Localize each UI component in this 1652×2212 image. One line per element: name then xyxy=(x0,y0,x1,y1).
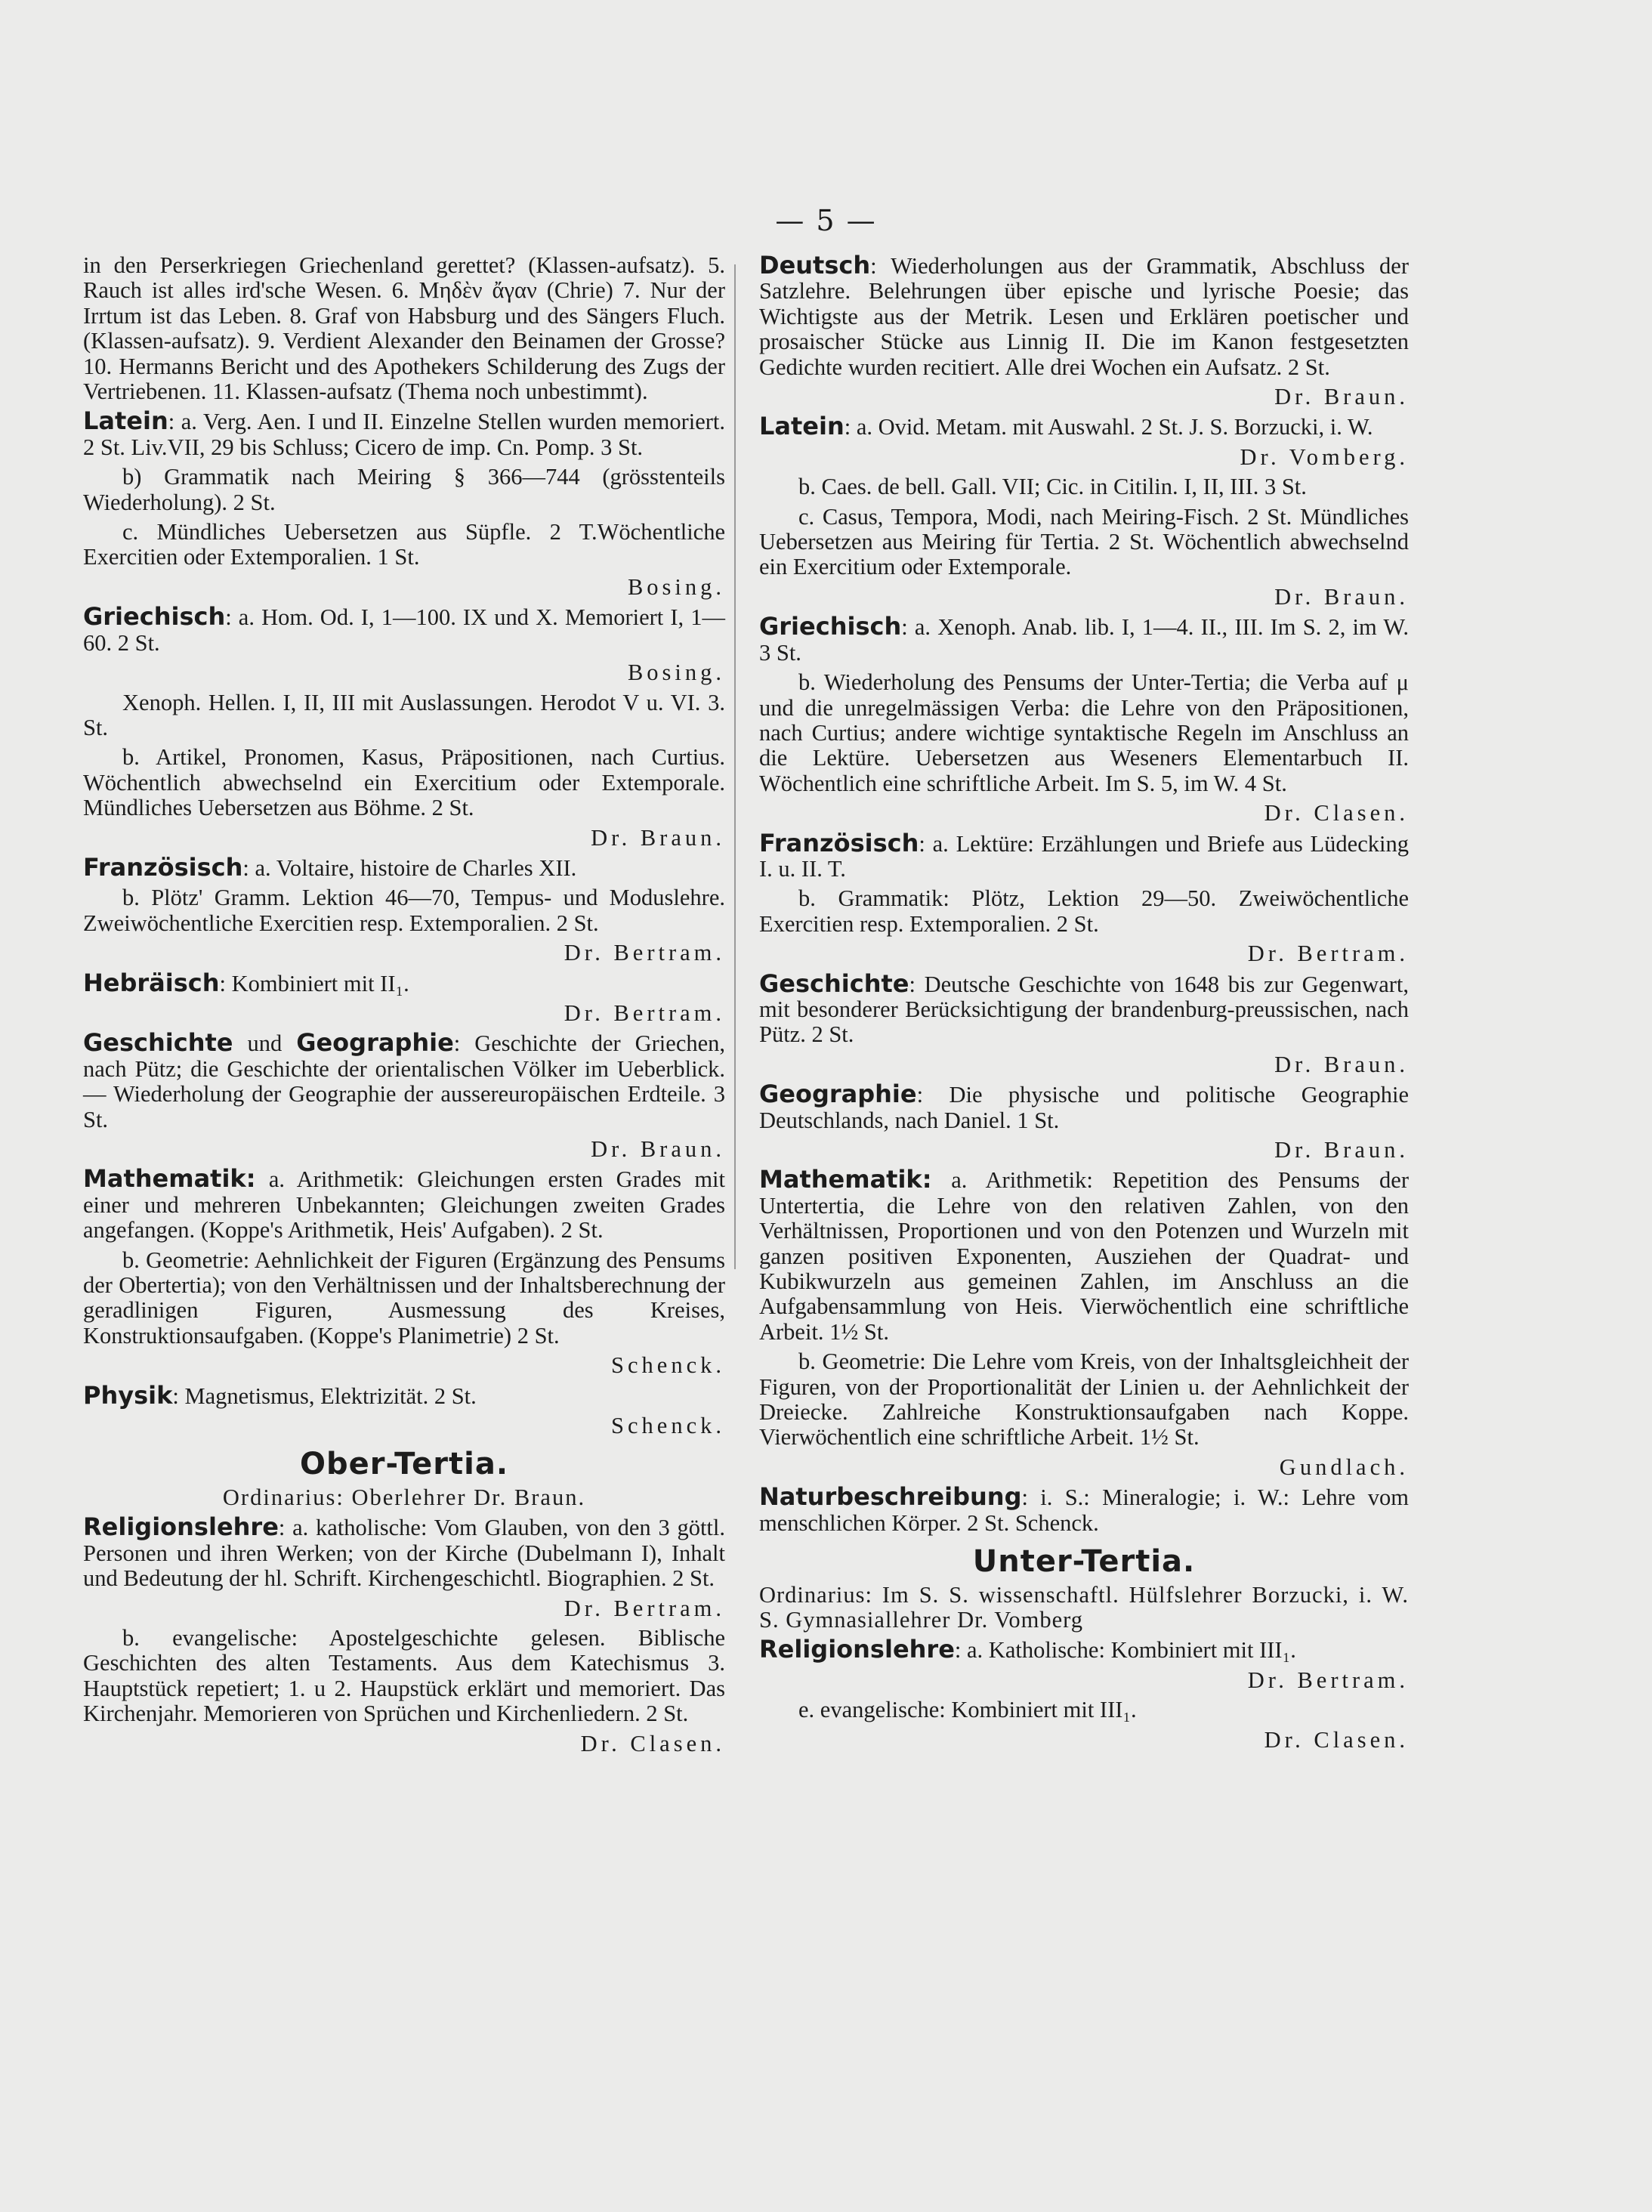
r-franzoesisch-teacher: Dr. Bertram. xyxy=(1247,941,1409,967)
unter-religion-heading: Religionslehre xyxy=(759,1635,955,1664)
franzoesisch-teacher: Dr. Bertram. xyxy=(564,940,725,966)
ober-religion-a: : a. katholische: Vom Glauben, von den 3 göttl. Personen und ihren Werken; von der Kirche (Dubelmann I), Inhalt und Bedeutung der hl. Schrift. Kirchengeschichtl. Biographien. 2 St. xyxy=(83,1515,725,1592)
r-griechisch-teacher: Dr. Clasen. xyxy=(1264,800,1409,826)
r-latein-a-teacher: Dr. Vomberg. xyxy=(1240,443,1409,470)
physik-teacher: Schenck. xyxy=(611,1413,725,1439)
unter-religion-b: e. evangelische: Kombiniert mit III₁. xyxy=(798,1697,1137,1723)
r-latein-heading: Latein xyxy=(759,412,845,441)
r-geschichte-teacher: Dr. Braun. xyxy=(1274,1051,1409,1077)
r-geographie-section xyxy=(759,1082,1409,1133)
franzoesisch-section xyxy=(83,852,725,882)
griechisch-a: : a. Hom. Od. I, 1—100. IX und X. Memoriert I, 1—60. 2 St. xyxy=(83,604,725,656)
r-latein-b: b. Caes. de bell. Gall. VII; Cic. in Citilin. I, II, III. 3 St. xyxy=(798,474,1307,500)
r-mathematik-b: b. Geometrie: Die Lehre vom Kreis, von der Inhaltsgleichheit der Figuren, von der Proportionalität der Linien u. der Aehnlichkeit der Dreiecke. Zahlreiche Konstruktionsaufgaben nach Koppe. Vierwöchentlich eine schriftliche Arbeit. 1½ St. xyxy=(759,1349,1409,1450)
r-geographie-teacher: Dr. Braun. xyxy=(1274,1137,1409,1163)
r-latein-a: : a. Ovid. Metam. mit Auswahl. 2 St. J. S. Borzucki, i. W. xyxy=(844,414,1373,440)
r-franzoesisch-a: : a. Lektüre: Erzählungen und Briefe aus Lüdecking I. u. II. T. xyxy=(759,830,1409,882)
mathematik-section xyxy=(83,1166,725,1243)
geschichte-section xyxy=(83,1030,725,1132)
naturbeschreibung-section xyxy=(759,1484,1409,1536)
r-griechisch-b: b. Wiederholung des Pensums der Unter-Tertia; die Verba auf μ und die unregelmässigen Verba: die Lehre von den Präpositionen, nach Curtius; andere wichtige syntaktische Regeln im Anschluss an die Lektüre. Uebersetzen aus Weseners Elementarbuch II. Wöchentlich eine schriftliche Arbeit. Im S. 5, im W. 4 St. xyxy=(759,669,1409,796)
unter-religion-b-teacher: Dr. Clasen. xyxy=(1264,1726,1409,1753)
ober-tertia-title: Ober-Tertia. xyxy=(299,1447,509,1482)
geographie-heading: Geographie xyxy=(296,1028,454,1058)
hebraeisch-section xyxy=(83,968,725,997)
griechisch-teacher: Dr. Braun. xyxy=(591,824,725,851)
latein-b: b) Grammatik nach Meiring § 366—744 (grösstenteils Wiederholung). 2 St. xyxy=(83,464,725,515)
geschichte-text: : Geschichte der Griechen, nach Pütz; die Geschichte der orientalischen Völker im Ueberblick. — Wiederholung der Geographie der aussereuropäischen Erdteile. 3 St. xyxy=(83,1030,726,1132)
ober-religion-b: b. evangelische: Apostelgeschichte gelesen. Biblische Geschichten des alten Testaments. Aus dem Katechismus 3. Hauptstück repetiert; 1. u 2. Haupstück erklärt und memoriert. Das Kirchenjahr. Memorieren von Sprüchen und Kirchenliedern. 2 St. xyxy=(83,1624,725,1727)
ober-religion-heading: Religionslehre xyxy=(83,1512,279,1542)
latein-section xyxy=(83,406,725,460)
left-column xyxy=(83,253,725,1761)
unter-tertia-title: Unter-Tertia. xyxy=(972,1544,1196,1580)
r-geschichte-heading: Geschichte xyxy=(759,969,909,998)
naturbeschreibung-text: : i. S.: Mineralogie; i. W.: Lehre vom menschlichen Körper. 2 St. Schenck. xyxy=(759,1484,1409,1536)
r-latein-c: c. Casus, Tempora, Modi, nach Meiring-Fisch. 2 St. Mündliches Uebersetzen aus Meiring für Tertia. 2 St. Wöchentlich abwechselnd ein Exercitium oder Extemporale. xyxy=(759,503,1409,580)
naturbeschreibung-heading: Naturbeschreibung xyxy=(759,1482,1022,1512)
physik-heading: Physik xyxy=(83,1380,173,1410)
r-mathematik-a: a. Arithmetik: Repetition des Pensums der Untertertia, die Lehre von den relativen Zahlen, von den Verhältnissen, Proportionen und von den Potenzen und Wurzeln mit ganzen positiven Exponenten, Ausziehen der Quadrat- und Kubikwurzeln aus gemeinen Zahlen, im Anschluss an die Aufgabensammlung von Heis. Vierwöchentlich eine schriftliche Arbeit. 1½ St. xyxy=(759,1167,1410,1345)
r-griechisch-a: : a. Xenoph. Anab. lib. I, 1—4. II., III. Im S. 2, im W. 3 St. xyxy=(759,614,1409,666)
r-mathematik-section xyxy=(759,1167,1409,1345)
unter-religion-a-teacher: Dr. Bertram. xyxy=(1247,1667,1409,1693)
column-divider xyxy=(734,264,736,1269)
griechisch-a-teacher: Bosing. xyxy=(627,660,725,686)
hebraeisch-text: : Kombiniert mit II₁. xyxy=(219,970,409,996)
r-geographie-heading: Geographie xyxy=(759,1080,917,1109)
deutsch-heading: Deutsch xyxy=(759,251,871,280)
hebraeisch-heading: Hebräisch xyxy=(83,968,220,997)
intro-text: in den Perserkriegen Griechenland gerettet? (Klassen-aufsatz). 5. Rauch ist alles ird'sche Wesen. 6. Μηδὲν ἄγαν (Chrie) 7. Nur der Irrtum ist das Leben. 8. Graf von Habsburg und des Sängers Fluch. (Klassen-aufsatz). 9. Verdient Alexander den Beinamen der Grosse? 10. Hermanns Bericht und des Apothekers Schilderung des Zugs der Vertriebenen. 11. Klassen-aufsatz (Thema noch unbestimmt). xyxy=(83,252,725,405)
latein-c: c. Mündliches Uebersetzen aus Süpfle. 2 T.Wöchentliche Exercitien oder Extemporalien. 1 St. xyxy=(83,519,725,570)
franzoesisch-b: b. Plötz' Gramm. Lektion 46—70, Tempus- und Moduslehre. Zweiwöchentliche Exercitien resp. Extemporalien. 2 St. xyxy=(83,885,725,936)
physik-section xyxy=(83,1380,725,1410)
mathematik-teacher: Schenck. xyxy=(611,1352,725,1379)
r-franzoesisch-b: b. Grammatik: Plötz, Lektion 29—50. Zweiwöchentliche Exercitien resp. Extemporalien. 2 St. xyxy=(759,885,1409,937)
latein-a: : a. Verg. Aen. I und II. Einzelne Stellen wurden memoriert. 2 St. Liv.VII, 29 bis Schluss; Cicero de imp. Cn. Pomp. 3 St. xyxy=(83,409,725,460)
r-geschichte-text: : Deutsche Geschichte von 1648 bis zur Gegenwart, mit besonderer Berücksichtigung der brandenburg-preussischen, nach Pütz. 2 St. xyxy=(759,971,1409,1048)
hebraeisch-teacher: Dr. Bertram. xyxy=(564,999,725,1026)
r-latein-section xyxy=(759,414,1409,440)
deutsch-section xyxy=(759,253,1409,380)
r-geschichte-section xyxy=(759,969,1409,1048)
mathematik-b: b. Geometrie: Aehnlichkeit der Figuren (Ergänzung des Pensums der Obertertia); von den Verhältnissen und der Inhaltsberechnung der geradlinigen Figuren, Ausmessung des Kreises, Konstruktionsaufgaben. (Koppe's Planimetrie) 2 St. xyxy=(83,1247,725,1349)
page-number: — 5 — xyxy=(775,204,877,237)
unter-religion-a: : a. Katholische: Kombiniert mit III₁. xyxy=(954,1637,1296,1664)
deutsch-teacher: Dr. Braun. xyxy=(1274,384,1409,410)
mathematik-a: a. Arithmetik: Gleichungen ersten Grades mit einer und mehreren Unbekannten; Gleichungen zweiten Grades angefangen. (Koppe's Arithmetik, Heis' Aufgaben). 2 St. xyxy=(83,1166,725,1243)
franzoesisch-a: : a. Voltaire, histoire de Charles XII. xyxy=(242,854,577,881)
franzoesisch-heading: Französisch xyxy=(83,852,243,882)
geschichte-teacher: Dr. Braun. xyxy=(591,1136,725,1162)
ober-religion-b-teacher: Dr. Clasen. xyxy=(580,1730,725,1756)
ober-tertia-ordinarius: Ordinarius: Oberlehrer Dr. Braun. xyxy=(222,1484,586,1510)
ober-religion-section xyxy=(83,1512,725,1592)
mathematik-heading: Mathematik: xyxy=(83,1164,256,1194)
r-geographie-text: : Die physische und politische Geographie Deutschlands, nach Daniel. 1 St. xyxy=(759,1082,1409,1133)
r-mathematik-heading: Mathematik: xyxy=(759,1165,932,1194)
griechisch-xen: Xenoph. Hellen. I, II, III mit Auslassungen. Herodot V u. VI. 3. St. xyxy=(83,689,725,740)
griechisch-heading: Griechisch xyxy=(83,602,226,632)
unter-tertia-ordinarius: Ordinarius: Im S. S. wissenschaftl. Hülfslehrer Borzucki, i. W. S. Gymnasiallehrer Dr. Vomberg xyxy=(759,1581,1409,1633)
latein-heading: Latein xyxy=(83,406,168,436)
r-mathematik-teacher: Gundlach. xyxy=(1279,1454,1409,1480)
r-franzoesisch-heading: Französisch xyxy=(759,828,919,857)
r-griechisch-heading: Griechisch xyxy=(759,612,902,641)
unter-religion-section xyxy=(759,1637,1409,1663)
physik-text: : Magnetismus, Elektrizität. 2 St. xyxy=(172,1382,477,1409)
geschichte-heading: Geschichte xyxy=(83,1028,233,1058)
r-latein-teacher: Dr. Braun. xyxy=(1274,583,1409,610)
ober-religion-a-teacher: Dr. Bertram. xyxy=(564,1595,725,1621)
r-franzoesisch-section xyxy=(759,828,1409,882)
latein-teacher: Bosing. xyxy=(627,573,725,600)
r-griechisch-section xyxy=(759,614,1409,666)
right-column xyxy=(759,253,1409,1757)
griechisch-section xyxy=(83,604,725,656)
und-word: und xyxy=(247,1030,283,1057)
griechisch-b: b. Artikel, Pronomen, Kasus, Präpositionen, nach Curtius. Wöchentlich abwechselnd ein Exercitium oder Extemporale. Mündliches Uebersetzen aus Böhme. 2 St. xyxy=(83,744,725,821)
deutsch-text: : Wiederholungen aus der Grammatik, Abschluss der Satzlehre. Belehrungen über epische und lyrische Poesie; das Wichtigste aus der Metrik. Lesen und Erklären poetischer und prosaischer Stücke aus Linnig II. Die im Kanon festgesetzten Gedichte wurden recitiert. Alle drei Wochen ein Aufsatz. 2 St. xyxy=(759,253,1409,380)
